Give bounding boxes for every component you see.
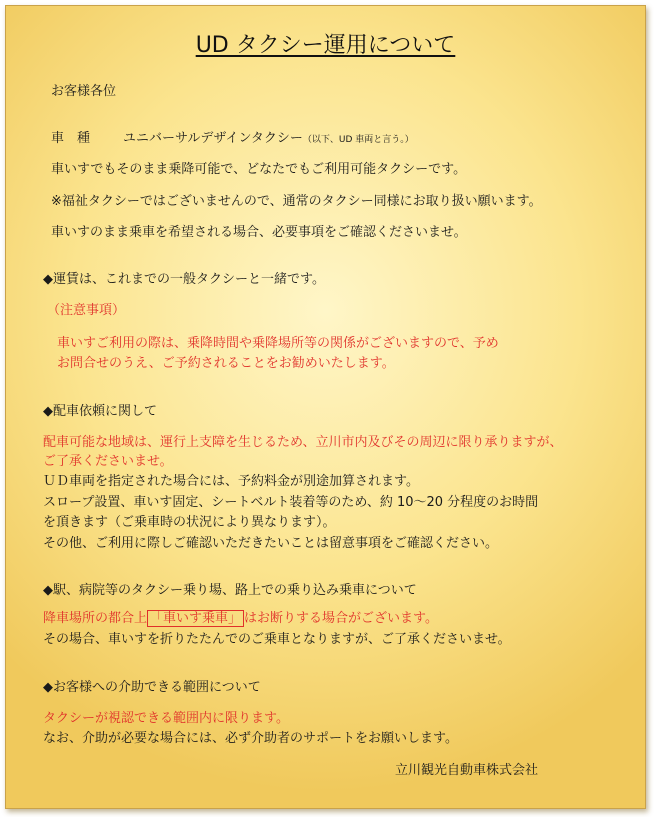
- station-red-after: はお断りする場合がございます。: [244, 611, 438, 626]
- vehicle-type-label: 車 種: [51, 131, 91, 146]
- assistance-red-line: タクシーが視認できる範囲内に限ります。: [43, 711, 289, 726]
- caution-line: 車いすご利用の際は、乗降時間や乗降場所等の関係がございますので、予め: [57, 336, 499, 351]
- fare-heading: ◆運賃は、これまでの一般タクシーと一緒です。: [43, 272, 325, 287]
- station-heading: ◆駅、病院等のタクシー乗り場、路上での乗り込み乗車について: [43, 583, 417, 598]
- salutation: お客様各位: [51, 84, 117, 99]
- page-title: UD タクシー運用について: [195, 33, 456, 58]
- station-red-line: [43, 610, 438, 628]
- intro-line: ※福祉タクシーではございませんので、通常のタクシー同様にお取り扱い願います。: [51, 194, 542, 209]
- vehicle-type-note: （以下、UD 車両と言う。）: [302, 135, 414, 145]
- intro-line: 車いすのまま乗車を希望される場合、必要事項をご確認くださいませ。: [51, 225, 467, 240]
- station-line: その場合、車いすを折りたたんでのご乗車となりますが、ご了承くださいませ。: [43, 632, 511, 647]
- assistance-heading: ◆お客様への介助できる範囲について: [43, 680, 261, 695]
- wheelchair-boarding-callout: 「車いす乗車」: [147, 610, 244, 627]
- vehicle-type-value: ユニバーサルデザインタクシー: [123, 131, 303, 146]
- dispatch-line: その他、ご利用に際しご確認いただきたいことは留意事項をご確認ください。: [43, 536, 499, 551]
- dispatch-red-line: 配車可能な地域は、運行上支障を生じるため、立川市内及びその周辺に限り承りますが、: [43, 435, 563, 450]
- dispatch-heading: ◆配車依頼に関して: [43, 404, 157, 419]
- caution-line: お問合せのうえ、ご予約されることをお勧めいたします。: [57, 356, 395, 371]
- station-red-before: 降車場所の都合上: [43, 611, 148, 626]
- intro-line: 車いすでもそのまま乗降可能で、どなたでもご利用可能タクシーです。: [51, 162, 467, 177]
- company-name: 立川観光自動車株式会社: [395, 763, 539, 778]
- dispatch-red-line: ご了承くださいませ。: [43, 454, 173, 469]
- assistance-line: なお、介助が必要な場合には、必ず介助者のサポートをお願いします。: [43, 731, 458, 746]
- notice-panel: [5, 5, 646, 809]
- vehicle-type-row: [51, 130, 414, 149]
- dispatch-line: ＵＤ車両を指定された場合には、予約料金が別途加算されます。: [43, 474, 419, 489]
- dispatch-line: スロープ設置、車いす固定、シートベルト装着等のため、約 10～20 分程度のお時間: [43, 495, 539, 510]
- caution-label: （注意事項）: [47, 303, 126, 318]
- dispatch-line: を頂きます（ご乗車時の状況により異なります）。: [43, 515, 336, 530]
